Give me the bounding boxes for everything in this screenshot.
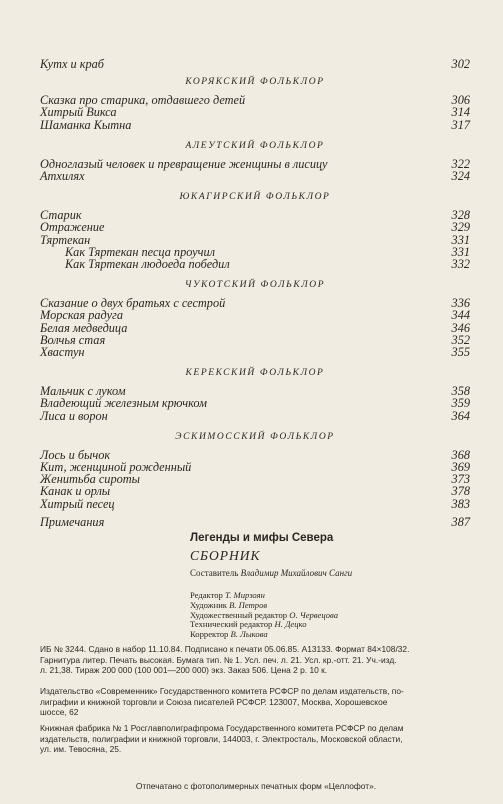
printer-info <box>40 723 472 755</box>
toc-entry-title: Женитьба сироты <box>40 472 140 487</box>
credit-role: Художественный редактор <box>190 609 288 620</box>
credit-role: Технический редактор <box>190 619 273 630</box>
credits-block <box>190 591 338 640</box>
toc-entry-title: Морская радуга <box>40 308 123 323</box>
toc-entry-title: Примечания <box>40 514 105 529</box>
toc-entry-title: Как Тяртекан людоеда победил <box>65 257 230 272</box>
toc-entry-page: 336 <box>451 296 470 311</box>
toc-entry-title: Хитрый песец <box>40 496 115 511</box>
imprint-line: шоссе, 62 <box>40 707 79 717</box>
toc-entry-page: 329 <box>451 220 470 235</box>
book-subtitle: СБОРНИК <box>190 548 261 563</box>
toc-notes-entry <box>40 516 470 528</box>
toc-entry-page: 369 <box>451 460 470 475</box>
toc-entry-page: 322 <box>451 156 470 171</box>
toc-entry <box>40 397 470 409</box>
section-heading: ЭСКИМОССКИЙ ФОЛЬКЛОР <box>175 431 335 442</box>
toc-entry <box>40 170 470 182</box>
toc-entry-title: Тяртекан <box>40 232 91 247</box>
credit-role: Корректор <box>190 629 229 640</box>
section-heading: ЮКАГИРСКИЙ ФОЛЬКЛОР <box>179 192 331 203</box>
credit-name: О. Червецова <box>289 609 339 620</box>
credit-role: Художник <box>190 599 227 610</box>
credit-line <box>190 630 338 640</box>
toc-entry-title: Кутх и краб <box>40 57 104 71</box>
toc-entry-title: Хитрый Викса <box>40 105 117 120</box>
section-heading: ЧУКОТСКИЙ ФОЛЬКЛОР <box>184 280 326 291</box>
toc-entry-page: 302 <box>451 57 470 71</box>
toc-entry-page: 368 <box>451 447 470 462</box>
toc-subentry <box>40 258 470 270</box>
toc-entry <box>40 334 470 346</box>
toc-entry-page: 331 <box>451 232 470 247</box>
toc-entry <box>40 234 470 246</box>
toc-entry-title: Мальчик с луком <box>40 384 126 399</box>
toc-entry-page: 346 <box>451 320 470 335</box>
toc-entry-title: Владеющий железным крючком <box>40 396 207 411</box>
toc-entry <box>40 498 470 510</box>
imprint-line: ИБ № 3244. Сдано в набор 11.10.84. Подписано к печати 05.06.85. А13133. Формат 84×108/32. <box>40 644 410 654</box>
toc-entry <box>40 158 470 170</box>
credit-name: В. Лыкова <box>230 629 268 640</box>
imprint-line: лиграфии и книжной торговли и Союза писателей РСФСР. 123007, Москва, Хорошевское <box>40 696 388 707</box>
toc-entry-title: Сказка про старика, отдавшего детей <box>40 93 246 108</box>
imprint-line: Книжная фабрика № 1 Росглавполиграфпрома Государственного комитета РСФСР по делам <box>40 723 404 733</box>
compiler-label: Составитель <box>190 568 239 578</box>
toc-entry <box>40 485 470 497</box>
section-heading: АЛЕУТСКИЙ ФОЛЬКЛОР <box>185 140 325 151</box>
toc-entry-title: Старик <box>40 208 82 223</box>
toc-entry-page: 324 <box>451 169 470 184</box>
credit-name: Н. Децко <box>274 619 307 630</box>
toc-entry-page: 383 <box>451 496 470 511</box>
credit-name: В. Петров <box>229 599 268 610</box>
toc-entry <box>40 410 470 422</box>
imprint-line: Издательство «Современник» Государственного комитета РСФСР по делам издательств, по- <box>40 686 404 696</box>
toc-entry-page: 373 <box>451 472 470 487</box>
credit-name: Т. Мирзоян <box>225 590 265 600</box>
imprint-line: издательств, полиграфии и книжной торговли, 144003, г. Электросталь, Московской области, <box>40 733 403 744</box>
toc-entry-title: Отражение <box>40 220 105 235</box>
imprint-line: Гарнитура литер. Печать высокая. Бумага тип. № 1. Усл. печ. л. 21. Усл. кр.-отт. 21. Уч.-изд. <box>40 654 397 665</box>
toc-entry-title: Волчья стая <box>40 332 106 347</box>
toc-entry-title: Кит, женщиной рожденный <box>40 460 192 475</box>
toc-entry-title: Лось и бычок <box>40 447 111 462</box>
toc-entry-title: Как Тяртекан песца проучил <box>65 244 215 259</box>
toc-entry-page: 352 <box>451 332 470 347</box>
imprint-line: ул. им. Тевосяна, 25. <box>40 744 122 754</box>
toc-entry <box>40 106 470 118</box>
section-heading: КОРЯКСКИЙ ФОЛЬКЛОР <box>185 77 325 88</box>
toc-entry-page: 378 <box>451 484 470 499</box>
toc-entry <box>40 346 470 358</box>
toc-entry-page: 387 <box>451 514 470 529</box>
toc-entry-title: Белая медведица <box>40 320 128 335</box>
publisher-info <box>40 686 472 718</box>
toc-entry-page: 317 <box>451 117 470 132</box>
toc-entry <box>40 58 470 70</box>
toc-entry-page: 306 <box>451 93 470 108</box>
toc-entry-title: Одноглазый человек и превращение женщины в лисицу <box>40 156 328 171</box>
publication-data <box>40 644 472 676</box>
toc-entry-title: Канак и орлы <box>40 484 111 499</box>
book-title: Легенды и мифы Севера <box>190 532 334 544</box>
toc-entry-page: 359 <box>451 396 470 411</box>
compiler-line <box>190 568 352 578</box>
printed-note: Отпечатано с фотополимерных печатных форм «Целлофот». <box>135 781 377 791</box>
toc-entry <box>40 221 470 233</box>
toc-entry-page: 364 <box>451 408 470 423</box>
toc-entry <box>40 322 470 334</box>
toc-entry-page: 344 <box>451 308 470 323</box>
toc-entry-page: 314 <box>451 105 470 120</box>
toc-entry <box>40 119 470 131</box>
toc-entry-page: 332 <box>451 257 470 272</box>
imprint-line: л. 21,38. Тираж 200 000 (100 001—200 000) экз. Заказ 506. Цена 2 р. 10 к. <box>40 665 328 675</box>
section-heading: КЕРЕКСКИЙ ФОЛЬКЛОР <box>185 368 325 379</box>
toc-entry-page: 358 <box>451 384 470 399</box>
toc-entry-title: Лиса и ворон <box>40 408 108 423</box>
compiler-name: Владимир Михайлович Санги <box>240 568 353 578</box>
toc-entry <box>40 309 470 321</box>
toc-entry-title: Хвастун <box>40 345 85 360</box>
toc-entry-title: Сказание о двух братьях с сестрой <box>40 296 226 311</box>
toc-entry-page: 328 <box>451 208 470 223</box>
toc-entry-title: Атхилях <box>40 169 85 184</box>
credit-role: Редактор <box>190 590 223 600</box>
toc-entry-page: 331 <box>451 244 470 259</box>
table-of-contents <box>40 58 470 528</box>
toc-entry-page: 355 <box>451 345 470 360</box>
toc-entry-title: Шаманка Кытна <box>40 117 132 132</box>
